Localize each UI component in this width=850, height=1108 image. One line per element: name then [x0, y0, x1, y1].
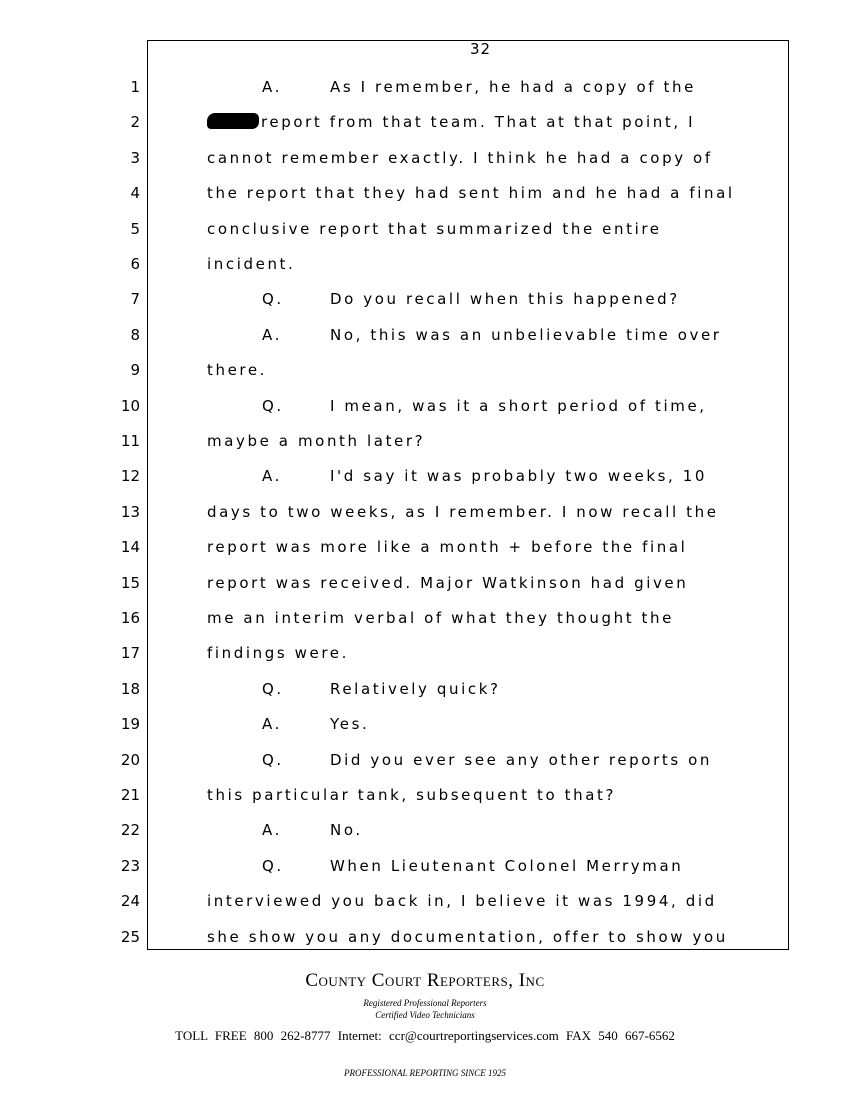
footer-tagline-1: Registered Professional Reporters [363, 998, 487, 1008]
page-number: 32 [470, 40, 492, 58]
line-text-content: this particular tank, subsequent to that? [207, 786, 617, 804]
transcript-line [0, 892, 850, 922]
speaker-label: Q. [262, 396, 284, 415]
transcript-line [0, 821, 850, 851]
transcript-line [0, 538, 850, 568]
line-number: 20 [120, 750, 140, 769]
line-text: When Lieutenant Colonel Merryman [330, 856, 684, 875]
transcript-line [0, 184, 850, 214]
line-number: 25 [120, 927, 140, 946]
transcript-line [0, 290, 850, 320]
line-number: 21 [120, 786, 140, 804]
transcript-line [0, 857, 850, 887]
transcript-line [0, 220, 850, 250]
line-number: 9 [130, 361, 140, 380]
transcript-line [0, 78, 850, 108]
speaker-label: Q. [262, 856, 284, 875]
line-text [207, 255, 295, 273]
line-text: No, this was an unbelievable time over [330, 325, 722, 344]
line-text: Did you ever see any other reports on [330, 750, 712, 769]
transcript-line [0, 786, 850, 816]
line-text [207, 220, 662, 238]
line-number: 13 [120, 502, 140, 521]
line-number: 19 [120, 715, 140, 734]
transcript-line [0, 397, 850, 427]
transcript-line [0, 928, 850, 958]
line-text [207, 786, 616, 804]
line-text [207, 432, 425, 450]
transcript-line [0, 715, 850, 745]
footer-since: PROFESSIONAL REPORTING SINCE 1925 [343, 1068, 507, 1078]
line-text: Yes. [330, 715, 370, 734]
line-text [207, 184, 735, 202]
line-text: I'd say it was probably two weeks, 10 [330, 467, 708, 486]
speaker-label: A. [262, 325, 282, 344]
redaction-mark [207, 113, 259, 129]
line-number: 10 [120, 396, 140, 415]
line-text-content: conclusive report that summarized the entire [207, 219, 662, 238]
transcript-line [0, 574, 850, 604]
line-text-content: cannot remember exactly. I think he had a copy of [207, 148, 713, 167]
line-text: As I remember, he had a copy of the [330, 78, 696, 96]
line-number: 12 [120, 467, 140, 486]
line-text-content: findings were. [207, 644, 349, 663]
transcript-line [0, 113, 850, 143]
line-text-content: interviewed you back in, I believe it was 1994, did [207, 892, 717, 911]
transcript-line [0, 644, 850, 674]
footer-company: County Court Reporters, Inc [305, 970, 545, 991]
line-text-content: the report that they had sent him and he had a final [207, 184, 735, 203]
transcript-line [0, 255, 850, 285]
transcript-line [0, 326, 850, 356]
line-text [207, 538, 687, 556]
speaker-label: A. [262, 715, 282, 734]
line-number: 17 [120, 644, 140, 663]
line-text-content: report from that team. That at that point, I [261, 113, 696, 132]
transcript-line [0, 467, 850, 497]
line-number: 23 [120, 856, 140, 875]
line-number: 1 [130, 78, 140, 96]
transcript-line [0, 503, 850, 533]
line-text: I mean, was it a short period of time, [330, 396, 707, 415]
line-text-content: report was more like a month + before the final [207, 538, 688, 557]
speaker-label: Q. [262, 290, 284, 309]
line-text [207, 928, 728, 946]
line-number: 14 [120, 538, 140, 557]
line-text [207, 574, 688, 592]
line-text [207, 609, 674, 627]
line-text-content: report was received. Major Watkinson had given [207, 573, 689, 592]
line-number: 16 [120, 609, 140, 627]
line-text-content: me an interim verbal of what they thought the [207, 609, 674, 627]
line-number: 5 [130, 219, 140, 238]
line-number: 22 [120, 821, 140, 840]
speaker-label: A. [262, 467, 282, 486]
line-number: 8 [130, 325, 140, 344]
line-number: 3 [130, 148, 140, 167]
footer-contact: TOLL FREE 800 262-8777 Internet: ccr@courtreportingservices.com FAX 540 667-6562 [175, 1028, 675, 1043]
line-number: 11 [120, 432, 140, 450]
line-number: 2 [130, 113, 140, 132]
line-text-content: she show you any documentation, offer to show you [207, 927, 728, 946]
line-number: 6 [130, 255, 140, 273]
line-text [207, 892, 717, 910]
line-text-content: days to two weeks, as I remember. I now recall the [207, 502, 719, 521]
line-text [207, 149, 713, 167]
line-text: Do you recall when this happened? [330, 290, 680, 309]
line-text-content: there. [207, 361, 268, 380]
line-text-content: maybe a month later? [207, 432, 426, 450]
line-text [207, 361, 267, 379]
footer-tagline-2: Certified Video Technicians [375, 1010, 475, 1020]
speaker-label: Q. [262, 750, 284, 769]
transcript-line [0, 680, 850, 710]
speaker-label: A. [262, 821, 282, 840]
line-text [207, 113, 695, 131]
line-number: 4 [130, 184, 140, 203]
line-number: 7 [130, 290, 140, 309]
line-text [207, 503, 719, 521]
line-text [207, 644, 349, 662]
line-text: Relatively quick? [330, 679, 501, 698]
line-number: 24 [120, 892, 140, 911]
speaker-label: A. [262, 78, 282, 96]
speaker-label: Q. [262, 679, 284, 698]
line-text-content: incident. [207, 255, 296, 273]
transcript-line [0, 361, 850, 391]
transcript-line [0, 432, 850, 462]
line-number: 15 [120, 573, 140, 592]
transcript-line [0, 751, 850, 781]
line-number: 18 [120, 679, 140, 698]
transcript-line [0, 149, 850, 179]
transcript-line [0, 609, 850, 639]
line-text: No. [330, 821, 363, 840]
